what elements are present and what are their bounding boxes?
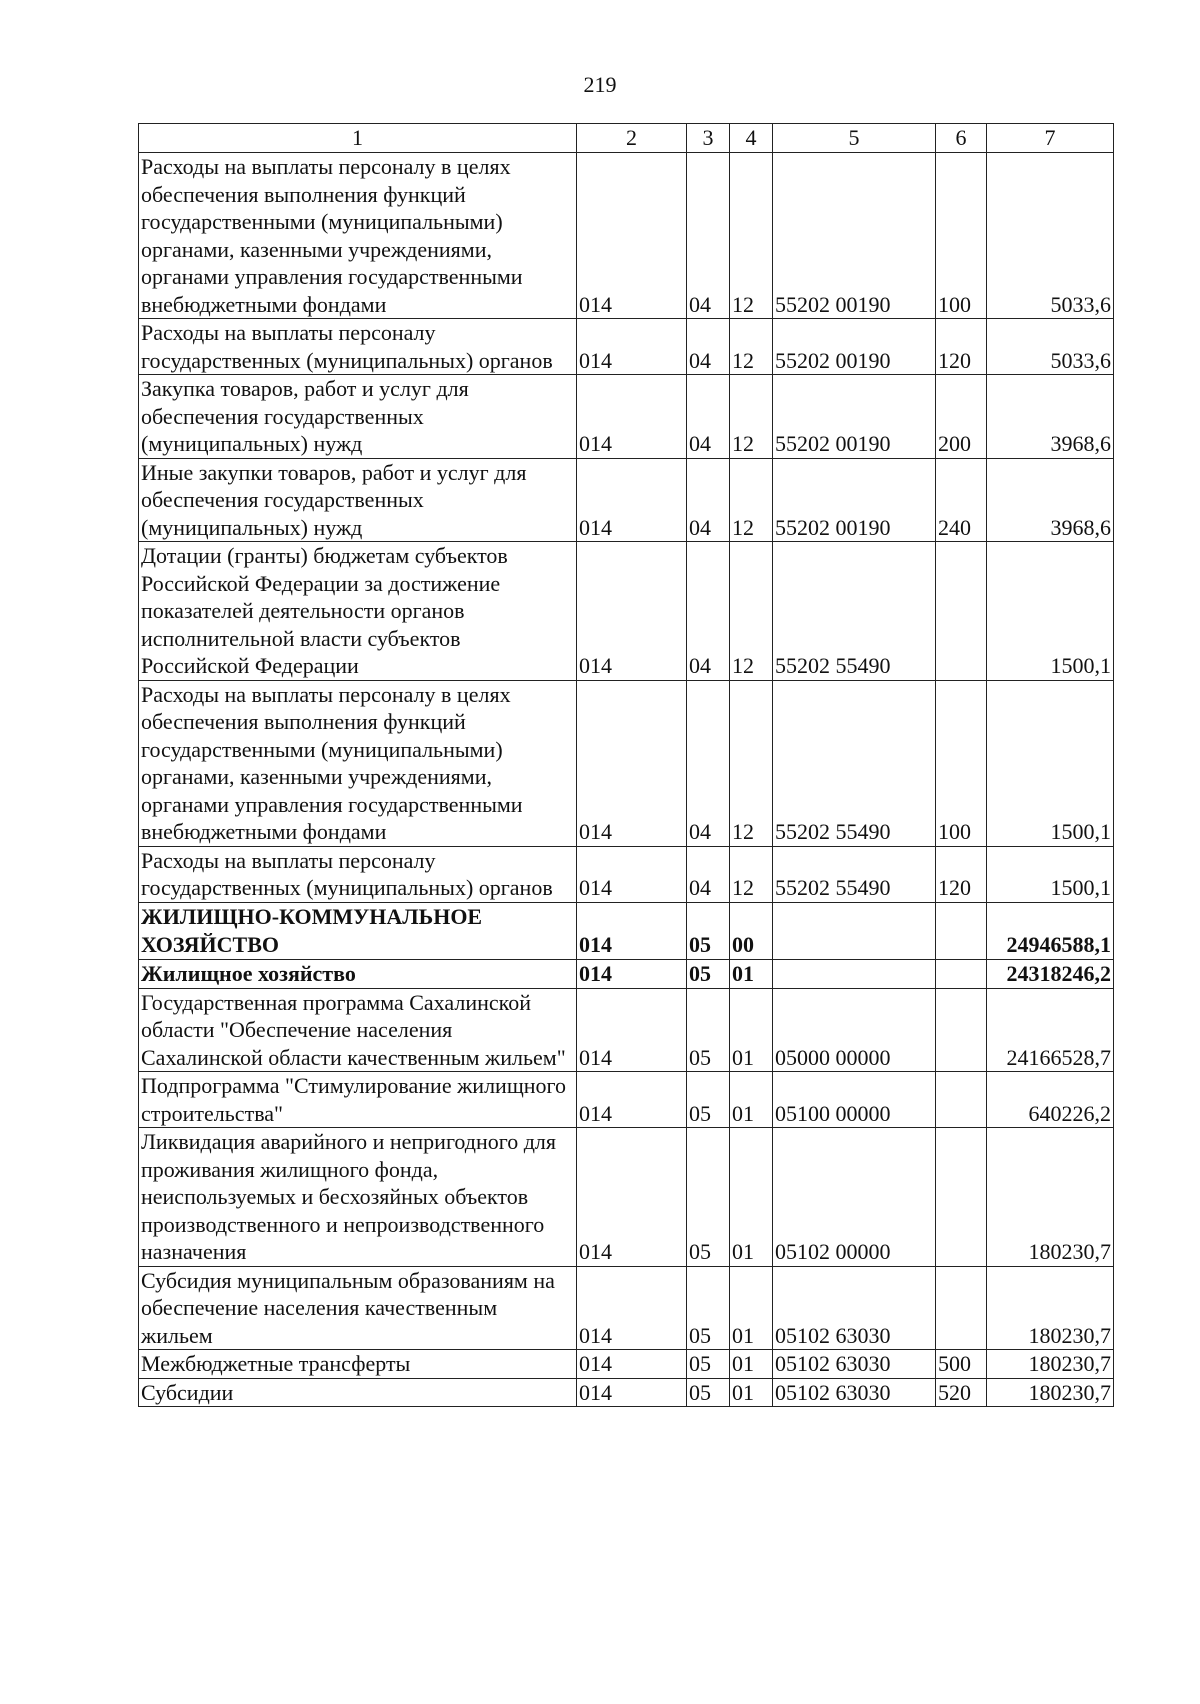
column-header: 5: [773, 124, 936, 153]
target-article-cell: 05102 00000: [773, 1128, 936, 1267]
expense-type-cell: 100: [936, 153, 987, 319]
row-name-cell: Расходы на выплаты персоналу государственных (муниципальных) органов: [139, 846, 577, 902]
expense-type-cell: [936, 902, 987, 959]
subsection-code-cell: 12: [730, 846, 773, 902]
target-article-cell: 55202 00190: [773, 153, 936, 319]
amount-cell: 3968,6: [987, 375, 1114, 459]
column-header: 4: [730, 124, 773, 153]
expense-type-cell: [936, 1072, 987, 1128]
subsection-code-cell: 12: [730, 680, 773, 846]
amount-cell: 1500,1: [987, 542, 1114, 681]
expense-type-cell: 120: [936, 846, 987, 902]
amount-cell: 1500,1: [987, 680, 1114, 846]
row-name-cell: Подпрограмма "Стимулирование жилищного строительства": [139, 1072, 577, 1128]
admin-code-cell: 014: [577, 1350, 687, 1379]
amount-cell: 1500,1: [987, 846, 1114, 902]
column-header: 3: [687, 124, 730, 153]
section-code-cell: 04: [687, 458, 730, 542]
amount-cell: 24946588,1: [987, 902, 1114, 959]
expense-type-cell: [936, 988, 987, 1072]
amount-cell: 180230,7: [987, 1266, 1114, 1350]
amount-cell: 180230,7: [987, 1128, 1114, 1267]
target-article-cell: 05100 00000: [773, 1072, 936, 1128]
subsection-code-cell: 01: [730, 1350, 773, 1379]
amount-cell: 5033,6: [987, 319, 1114, 375]
row-name-cell: Субсидии: [139, 1378, 577, 1407]
table-row: [139, 988, 1114, 1072]
row-name-cell: ЖИЛИЩНО-КОММУНАЛЬНОЕ ХОЗЯЙСТВО: [139, 902, 577, 959]
section-code-cell: 05: [687, 1378, 730, 1407]
row-name-cell: Государственная программа Сахалинской области "Обеспечение населения Сахалинской области качественным жильем": [139, 988, 577, 1072]
target-article-cell: [773, 902, 936, 959]
column-header: 7: [987, 124, 1114, 153]
table-body: [139, 153, 1114, 1407]
target-article-cell: 05102 63030: [773, 1266, 936, 1350]
section-code-cell: 04: [687, 319, 730, 375]
expense-type-cell: [936, 1128, 987, 1267]
target-article-cell: 55202 55490: [773, 680, 936, 846]
table-row: [139, 959, 1114, 988]
subsection-code-cell: 00: [730, 902, 773, 959]
admin-code-cell: 014: [577, 959, 687, 988]
admin-code-cell: 014: [577, 988, 687, 1072]
target-article-cell: 05000 00000: [773, 988, 936, 1072]
row-name-cell: Расходы на выплаты персоналу в целях обеспечения выполнения функций государственными (муниципальными) органами, казенными учреждениями, органами управления государственными внебюджетными фондами: [139, 153, 577, 319]
table-row: [139, 153, 1114, 319]
expense-type-cell: 520: [936, 1378, 987, 1407]
amount-cell: 5033,6: [987, 153, 1114, 319]
expense-type-cell: 200: [936, 375, 987, 459]
table-row: [139, 542, 1114, 681]
header-row: [139, 124, 1114, 153]
admin-code-cell: 014: [577, 1128, 687, 1267]
table-row: [139, 319, 1114, 375]
section-code-cell: 04: [687, 846, 730, 902]
row-name-cell: Межбюджетные трансферты: [139, 1350, 577, 1379]
table-row: [139, 458, 1114, 542]
amount-cell: 640226,2: [987, 1072, 1114, 1128]
expense-type-cell: 240: [936, 458, 987, 542]
row-name-cell: Расходы на выплаты персоналу государственных (муниципальных) органов: [139, 319, 577, 375]
expense-type-cell: [936, 959, 987, 988]
amount-cell: 24318246,2: [987, 959, 1114, 988]
section-code-cell: 05: [687, 959, 730, 988]
admin-code-cell: 014: [577, 846, 687, 902]
column-header: 2: [577, 124, 687, 153]
target-article-cell: 05102 63030: [773, 1350, 936, 1379]
row-name-cell: Закупка товаров, работ и услуг для обеспечения государственных (муниципальных) нужд: [139, 375, 577, 459]
table-row: [139, 1350, 1114, 1379]
table-header: [139, 124, 1114, 153]
expense-type-cell: 120: [936, 319, 987, 375]
target-article-cell: 05102 63030: [773, 1378, 936, 1407]
expense-type-cell: [936, 1266, 987, 1350]
column-header: 6: [936, 124, 987, 153]
admin-code-cell: 014: [577, 1378, 687, 1407]
subsection-code-cell: 12: [730, 375, 773, 459]
expense-type-cell: [936, 542, 987, 681]
row-name-cell: Жилищное хозяйство: [139, 959, 577, 988]
target-article-cell: [773, 959, 936, 988]
target-article-cell: 55202 00190: [773, 375, 936, 459]
row-name-cell: Расходы на выплаты персоналу в целях обеспечения выполнения функций государственными (муниципальными) органами, казенными учреждениями, органами управления государственными внебюджетными фондами: [139, 680, 577, 846]
subsection-code-cell: 01: [730, 1378, 773, 1407]
column-header: 1: [139, 124, 577, 153]
section-code-cell: 04: [687, 542, 730, 681]
page-number: 219: [583, 72, 617, 97]
target-article-cell: 55202 00190: [773, 319, 936, 375]
admin-code-cell: 014: [577, 1072, 687, 1128]
subsection-code-cell: 01: [730, 1128, 773, 1267]
amount-cell: 24166528,7: [987, 988, 1114, 1072]
subsection-code-cell: 12: [730, 458, 773, 542]
admin-code-cell: 014: [577, 542, 687, 681]
table-row: [139, 1128, 1114, 1267]
table-row: [139, 1378, 1114, 1407]
admin-code-cell: 014: [577, 319, 687, 375]
table-row: [139, 1072, 1114, 1128]
section-code-cell: 05: [687, 1072, 730, 1128]
amount-cell: 3968,6: [987, 458, 1114, 542]
amount-cell: 180230,7: [987, 1350, 1114, 1379]
subsection-code-cell: 01: [730, 988, 773, 1072]
expense-type-cell: 100: [936, 680, 987, 846]
subsection-code-cell: 01: [730, 1072, 773, 1128]
admin-code-cell: 014: [577, 153, 687, 319]
amount-cell: 180230,7: [987, 1378, 1114, 1407]
table-row: [139, 375, 1114, 459]
section-code-cell: 05: [687, 1128, 730, 1267]
subsection-code-cell: 12: [730, 319, 773, 375]
section-code-cell: 05: [687, 1350, 730, 1379]
section-code-cell: 05: [687, 988, 730, 1072]
admin-code-cell: 014: [577, 902, 687, 959]
section-code-cell: 04: [687, 375, 730, 459]
admin-code-cell: 014: [577, 458, 687, 542]
budget-table: [138, 123, 1114, 1407]
subsection-code-cell: 12: [730, 153, 773, 319]
row-name-cell: Иные закупки товаров, работ и услуг для обеспечения государственных (муниципальных) нужд: [139, 458, 577, 542]
expense-type-cell: 500: [936, 1350, 987, 1379]
section-code-cell: 04: [687, 153, 730, 319]
row-name-cell: Ликвидация аварийного и непригодного для проживания жилищного фонда, неиспользуемых и бесхозяйных объектов производственного и непроизводственного назначения: [139, 1128, 577, 1267]
subsection-code-cell: 01: [730, 1266, 773, 1350]
admin-code-cell: 014: [577, 375, 687, 459]
target-article-cell: 55202 55490: [773, 846, 936, 902]
subsection-code-cell: 12: [730, 542, 773, 681]
target-article-cell: 55202 00190: [773, 458, 936, 542]
table-row: [139, 846, 1114, 902]
admin-code-cell: 014: [577, 680, 687, 846]
section-code-cell: 04: [687, 680, 730, 846]
subsection-code-cell: 01: [730, 959, 773, 988]
table-row: [139, 1266, 1114, 1350]
table-row: [139, 680, 1114, 846]
section-code-cell: 05: [687, 1266, 730, 1350]
row-name-cell: Дотации (гранты) бюджетам субъектов Российской Федерации за достижение показателей деятельности органов исполнительной власти субъектов Российской Федерации: [139, 542, 577, 681]
target-article-cell: 55202 55490: [773, 542, 936, 681]
table-row: [139, 902, 1114, 959]
section-code-cell: 05: [687, 902, 730, 959]
row-name-cell: Субсидия муниципальным образованиям на обеспечение населения качественным жильем: [139, 1266, 577, 1350]
admin-code-cell: 014: [577, 1266, 687, 1350]
